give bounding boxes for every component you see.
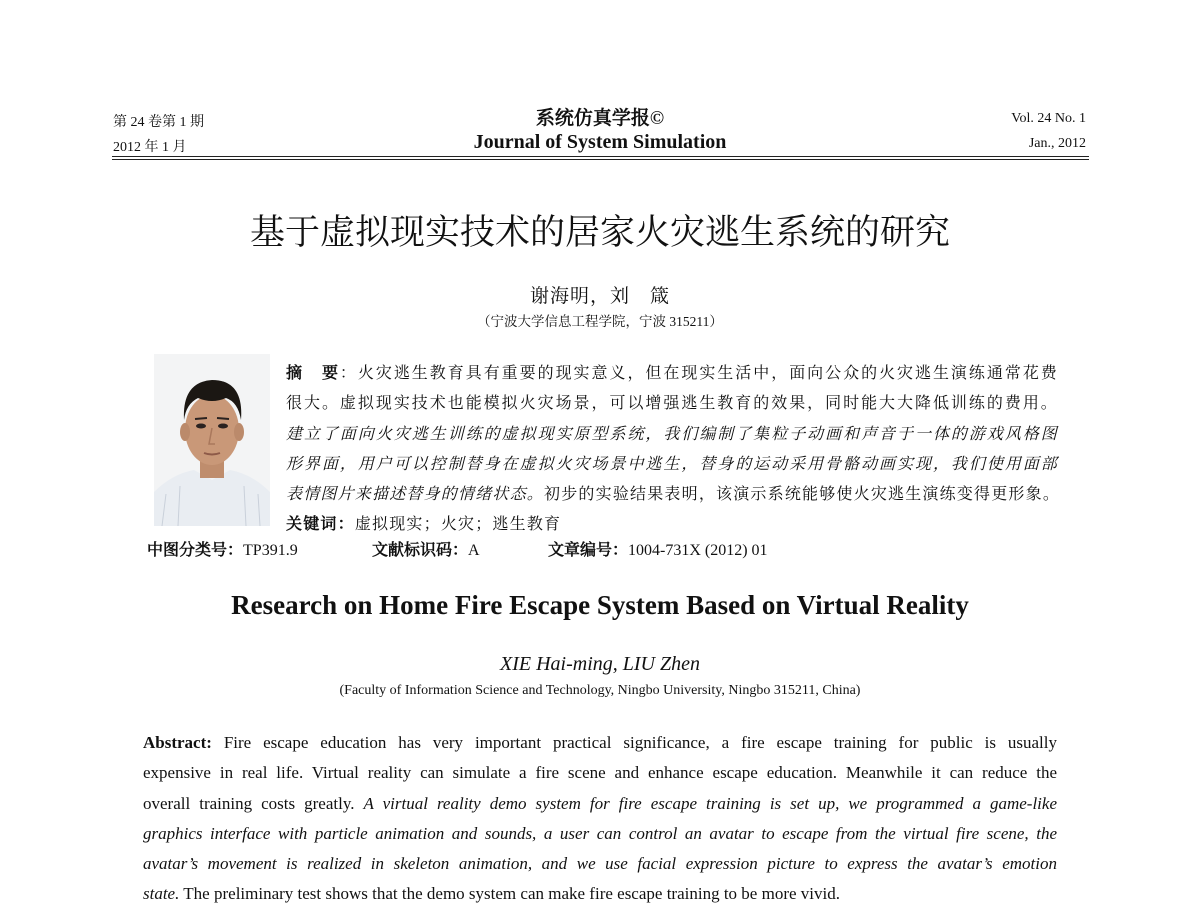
abstract-en-text-italic: avatar’s movement is realized in skeleton animation, and we use facial expression picture to express the avatar’s emotion [143, 854, 1057, 873]
abstract-en-line-4 [143, 824, 1057, 844]
volume-issue-cn: 第 24 卷第 1 期 [113, 115, 204, 130]
abstract-en-line-1 [143, 733, 1057, 753]
affiliation-cn: （宁波大学信息工程学院，宁波 315211） [477, 314, 723, 329]
journal-name-cn: 系统仿真学报© [535, 108, 665, 129]
abstract-cn-label: 摘 要 [286, 365, 340, 382]
abstract-en-line-3 [143, 794, 1057, 814]
article-number [548, 537, 768, 560]
abstract-cn-line-4 [286, 451, 1058, 474]
abstract-en-line-5 [143, 854, 1057, 874]
abstract-cn-text: 初步的实验结果表明，该演示系统能够使火灾逃生演练变得更形象。 [544, 486, 1061, 503]
author-photo [154, 354, 270, 526]
abstract-en-text: overall training costs greatly. [143, 794, 364, 813]
article-number-label: 文章编号： [548, 542, 629, 559]
abstract-en-line-6 [143, 884, 1057, 904]
date-en: Jan., 2012 [1028, 136, 1086, 151]
abstract-cn-text-italic: 建立了面向火灾逃生训练的虚拟现实原型系统，我们编制了集粒子动画和声音于一体的游戏风格图 [286, 426, 1058, 443]
document-code [372, 537, 480, 560]
authors-cn: 谢海明，刘 箴 [529, 286, 670, 307]
abstract-en-label: Abstract: [143, 733, 212, 752]
abstract-en-text: Fire escape education has very important practical significance, a fire escape training for public is usually [211, 733, 1057, 752]
abstract-cn-text: 很大。虚拟现实技术也能模拟火灾场景，可以增强逃生教育的效果，同时能大大降低训练的费用。 [286, 395, 1058, 412]
clc-code [147, 537, 298, 560]
volume-issue-en: Vol. 24 No. 1 [1011, 111, 1086, 126]
journal-name-en: Journal of System Simulation [473, 131, 727, 153]
abstract-cn-line-1 [286, 360, 1058, 383]
clc-value: TP391.9 [243, 542, 298, 559]
abstract-cn-line-2 [286, 390, 1058, 413]
affiliation-en: (Faculty of Information Science and Technology, Ningbo University, Ningbo 315211, China) [339, 683, 861, 698]
abstract-cn-text-italic: 表情图片来描述替身的情绪状态。 [286, 486, 545, 503]
document-code-value: A [468, 542, 480, 559]
abstract-cn-text-italic: 形界面，用户可以控制替身在虚拟火灾场景中逃生，替身的运动采用骨骼动画实现，我们使用面部 [286, 456, 1058, 473]
abstract-cn-line-5 [286, 481, 1061, 504]
clc-label: 中图分类号： [147, 542, 244, 559]
header-rule-top [112, 156, 1089, 157]
abstract-en-text: expensive in real life. Virtual reality can simulate a fire scene and enhance escape education. Meanwhile it can reduce the [143, 763, 1057, 782]
keywords-cn-value: 虚拟现实；火灾；逃生教育 [354, 516, 562, 533]
abstract-en-text-italic: state. [143, 884, 180, 903]
abstract-en-text-italic: graphics interface with particle animation and sounds, a user can control an avatar to escape from the virtual fire scene, the [143, 824, 1057, 843]
keywords-cn-label: 关键词： [286, 516, 355, 533]
abstract-cn-text: ：火灾逃生教育具有重要的现实意义，但在现实生活中，面向公众的火灾逃生演练通常花费 [339, 365, 1058, 382]
date-cn: 2012 年 1 月 [113, 140, 187, 155]
document-code-label: 文献标识码： [372, 542, 469, 559]
article-number-value: 1004-731X (2012) 01 [628, 542, 768, 559]
paper-title-en: Research on Home Fire Escape System Based on Virtual Reality [231, 590, 969, 620]
header-rule-bottom [112, 159, 1089, 160]
abstract-en-line-2 [143, 763, 1057, 783]
abstract-en-text-italic: A virtual reality demo system for fire escape training is set up, we programmed a game-like [363, 794, 1057, 813]
author-portrait-image [154, 354, 270, 526]
authors-en: XIE Hai-ming, LIU Zhen [500, 653, 700, 675]
paper-title-cn: 基于虚拟现实技术的居家火灾逃生系统的研究 [249, 213, 950, 252]
keywords-cn [286, 511, 561, 534]
abstract-cn-line-3 [286, 421, 1058, 444]
abstract-en-text: The preliminary test shows that the demo system can make fire escape training to be more vivid. [179, 884, 840, 903]
